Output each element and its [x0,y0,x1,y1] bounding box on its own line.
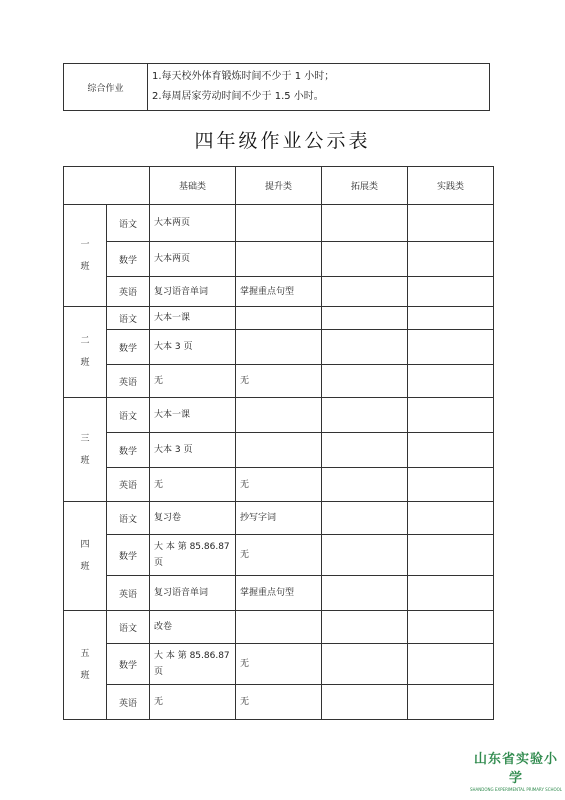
expand-homework-cell [322,611,408,644]
basic-homework-cell: 复习语音单词 [150,576,236,611]
table-header-row [64,167,494,205]
improve-homework-cell: 掌握重点句型 [236,576,322,611]
improve-homework-cell [236,205,322,242]
improve-homework-cell: 无 [236,644,322,685]
class-name-cell [64,307,107,398]
expand-homework-cell [322,330,408,365]
class-name-cell [64,398,107,502]
basic-homework-cell: 大本一课 [150,307,236,330]
table-row [64,307,494,330]
improve-homework-cell [236,307,322,330]
expand-homework-cell [322,502,408,535]
class-name-char: 班 [80,562,90,572]
comprehensive-homework-table [63,63,490,111]
improve-homework-cell [236,242,322,277]
homework-schedule-table [63,166,494,720]
class-name-char: 班 [80,671,90,681]
table-row [64,535,494,576]
basic-homework-cell: 无 [150,685,236,720]
class-name-char: 二 [80,336,90,346]
expand-homework-cell [322,277,408,307]
subject-cell: 英语 [107,277,150,307]
table-row [64,277,494,307]
improve-homework-cell [236,611,322,644]
improve-homework-cell: 抄写字词 [236,502,322,535]
class-name-char: 班 [80,261,90,272]
subject-cell: 数学 [107,433,150,468]
header-blank-cell [64,167,150,205]
table-row [64,365,494,398]
table-row [64,242,494,277]
expand-homework-cell [322,205,408,242]
expand-homework-cell [322,307,408,330]
class-name-cell [64,502,107,611]
practice-homework-cell [408,611,494,644]
improve-homework-cell: 无 [236,685,322,720]
class-name-char: 五 [80,649,90,659]
basic-homework-cell: 大本一课 [150,398,236,433]
class-name-char: 三 [80,433,90,444]
basic-homework-cell: 大 本 第 85.86.87 页 [150,644,236,685]
basic-homework-cell: 无 [150,468,236,502]
comprehensive-homework-content [148,64,490,111]
homework-line-2: 2.每周居家劳动时间不少于 1.5 小时。 [152,91,324,102]
basic-homework-cell: 改卷 [150,611,236,644]
practice-homework-cell [408,576,494,611]
expand-homework-cell [322,365,408,398]
practice-homework-cell [408,644,494,685]
practice-homework-cell [408,307,494,330]
class-name-char: 一 [80,239,90,250]
practice-homework-cell [408,398,494,433]
practice-homework-cell [408,330,494,365]
table-row [64,611,494,644]
homework-line-1: 1.每天校外体育锻炼时间不少于 1 小时； [152,71,335,82]
subject-cell: 语文 [107,205,150,242]
expand-homework-cell [322,398,408,433]
table-row [64,502,494,535]
table-row [64,330,494,365]
subject-cell: 语文 [107,611,150,644]
subject-cell: 语文 [107,502,150,535]
basic-homework-cell: 大 本 第 85.86.87 页 [150,535,236,576]
school-logo [470,748,562,792]
subject-cell: 语文 [107,307,150,330]
practice-homework-cell [408,535,494,576]
expand-homework-cell [322,433,408,468]
expand-homework-cell [322,576,408,611]
subject-cell: 数学 [107,644,150,685]
comprehensive-homework-label: 综合作业 [64,64,148,111]
subject-cell: 英语 [107,576,150,611]
table-row [64,398,494,433]
class-name-char: 四 [80,540,90,550]
table-row [64,576,494,611]
practice-homework-cell [408,468,494,502]
subject-cell: 数学 [107,330,150,365]
improve-homework-cell [236,433,322,468]
basic-homework-cell: 复习卷 [150,502,236,535]
basic-homework-cell: 复习语音单词 [150,277,236,307]
improve-homework-cell: 无 [236,535,322,576]
class-name-cell [64,611,107,720]
subject-cell: 数学 [107,242,150,277]
practice-homework-cell [408,433,494,468]
practice-homework-cell [408,277,494,307]
table-row [64,205,494,242]
class-name-char: 班 [80,455,90,466]
table-row [64,644,494,685]
class-name-char: 班 [80,358,90,368]
basic-homework-cell: 大本两页 [150,205,236,242]
class-name-cell [64,205,107,307]
practice-homework-cell [408,365,494,398]
expand-homework-cell [322,644,408,685]
practice-homework-cell [408,242,494,277]
expand-homework-cell [322,685,408,720]
table-row [64,685,494,720]
basic-homework-cell: 大本 3 页 [150,433,236,468]
header-cell: 提升类 [236,167,322,205]
school-logo-name: 山东省实验小学 [473,752,558,786]
table-row [64,468,494,502]
comprehensive-homework-row [64,64,490,111]
subject-cell: 英语 [107,365,150,398]
basic-homework-cell: 大本两页 [150,242,236,277]
improve-homework-cell [236,330,322,365]
practice-homework-cell [408,685,494,720]
subject-cell: 语文 [107,398,150,433]
basic-homework-cell: 大本 3 页 [150,330,236,365]
header-cell: 拓展类 [322,167,408,205]
basic-homework-cell: 无 [150,365,236,398]
improve-homework-cell: 掌握重点句型 [236,277,322,307]
table-row [64,433,494,468]
header-cell: 实践类 [408,167,494,205]
practice-homework-cell [408,205,494,242]
header-cell: 基础类 [150,167,236,205]
school-logo-subtitle: SHANDONG EXPERIMENTAL PRIMARY SCHOOL [470,787,563,792]
improve-homework-cell: 无 [236,468,322,502]
practice-homework-cell [408,502,494,535]
subject-cell: 英语 [107,468,150,502]
expand-homework-cell [322,242,408,277]
subject-cell: 英语 [107,685,150,720]
expand-homework-cell [322,535,408,576]
subject-cell: 数学 [107,535,150,576]
expand-homework-cell [322,468,408,502]
improve-homework-cell [236,398,322,433]
improve-homework-cell: 无 [236,365,322,398]
document-title: 四年级作业公示表 [194,130,371,152]
